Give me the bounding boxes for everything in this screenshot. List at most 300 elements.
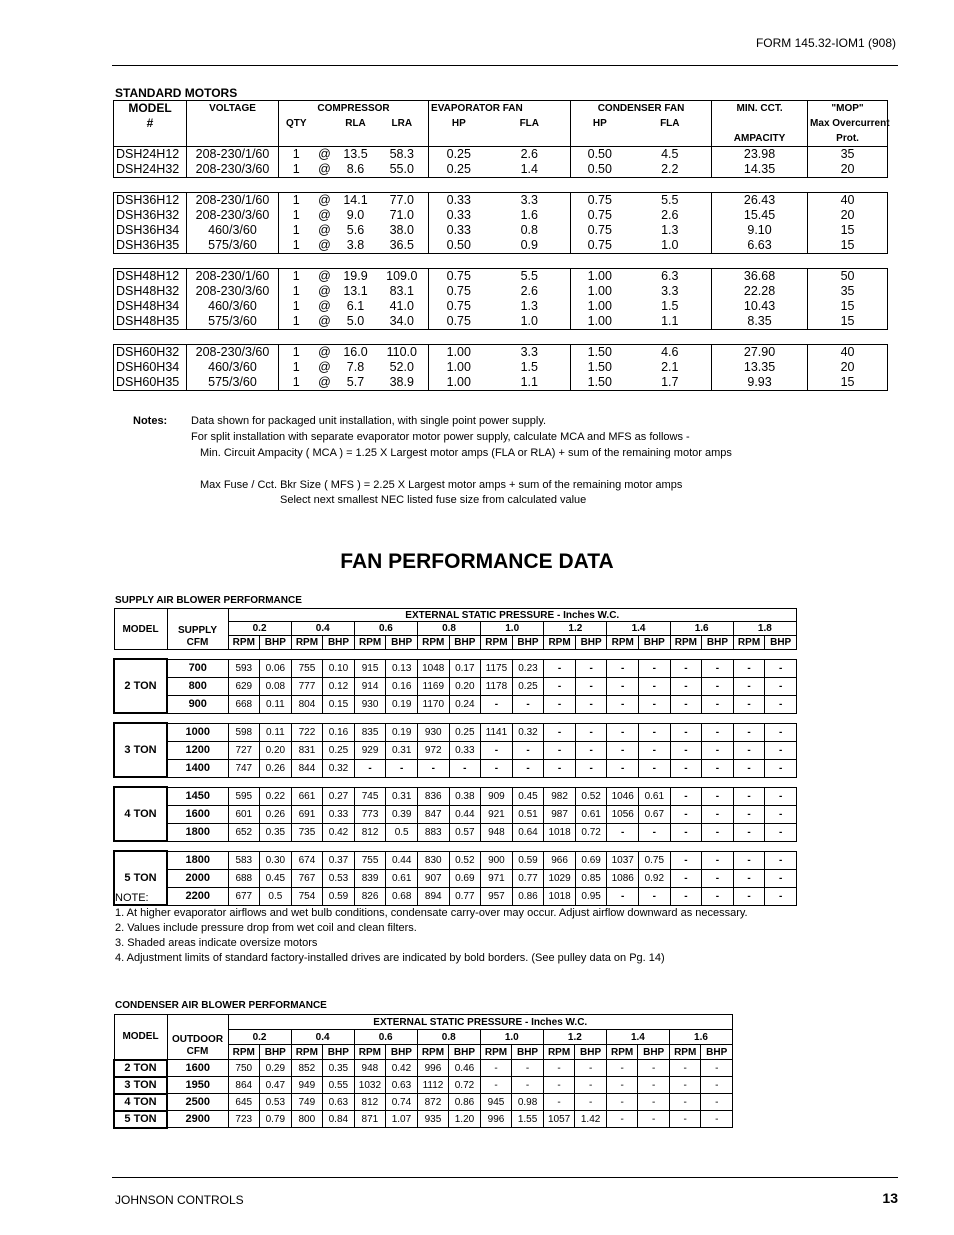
- model-label: 4 TON: [114, 1094, 167, 1111]
- spacer-cell: [114, 650, 797, 660]
- motor-rla: 5.6: [346, 223, 365, 237]
- bhp-value: 0.85: [575, 869, 607, 887]
- pressure-header: 1.4: [607, 622, 670, 636]
- header-blank: [187, 116, 279, 131]
- motor-qty: 1: [279, 284, 314, 299]
- bhp-value: -: [386, 759, 418, 777]
- rpm-value: 674: [291, 851, 323, 869]
- motor-model: DSH36H35: [114, 238, 187, 254]
- motor-lra: 34.0: [376, 314, 429, 330]
- spacer-cell: [336, 178, 376, 193]
- rpm-value: 852: [291, 1060, 323, 1077]
- bhp-value: 0.42: [323, 823, 355, 841]
- motor-row: [114, 284, 888, 299]
- rpm-value: 966: [544, 851, 576, 869]
- header-bhp: BHP: [575, 1045, 607, 1060]
- spacer-cell: [376, 330, 429, 345]
- rpm-value: 1112: [417, 1077, 449, 1094]
- rpm-value: 754: [291, 887, 323, 905]
- rpm-value: 661: [291, 787, 323, 805]
- rpm-value: 1018: [544, 823, 576, 841]
- header-blank: [114, 131, 187, 147]
- rpm-value: 996: [417, 1060, 449, 1077]
- header-bhp: BHP: [449, 1045, 481, 1060]
- rpm-value: 750: [228, 1060, 260, 1077]
- header-rpm: RPM: [544, 636, 576, 650]
- rpm-value: 1046: [607, 787, 639, 805]
- header-external-static-pressure: EXTERNAL STATIC PRESSURE - Inches W.C.: [228, 1015, 733, 1030]
- pressure-header: 1.2: [544, 622, 607, 636]
- supply-row: [114, 869, 797, 887]
- motor-cfla: 1.0: [629, 238, 712, 254]
- bhp-value: -: [639, 741, 671, 759]
- header-bhp: BHP: [323, 1045, 355, 1060]
- rpm-value: 909: [481, 787, 513, 805]
- rpm-value: 749: [291, 1094, 323, 1111]
- motor-amp: 22.28: [712, 284, 808, 299]
- bhp-value: -: [512, 759, 544, 777]
- supply-rpm-bhp-row: [114, 636, 797, 650]
- bhp-value: 0.61: [386, 869, 418, 887]
- motor-model: DSH48H34: [114, 299, 187, 314]
- bhp-value: 0.25: [323, 741, 355, 759]
- motor-lra: 52.0: [389, 360, 414, 374]
- motor-row: [114, 162, 888, 178]
- group-spacer: [114, 178, 888, 193]
- motor-row: [114, 314, 888, 330]
- rpm-value: 1048: [417, 659, 449, 677]
- model-label: 5 TON: [114, 1111, 167, 1128]
- bhp-value: -: [765, 869, 797, 887]
- bhp-value: 0.22: [260, 787, 292, 805]
- bhp-value: 0.27: [323, 787, 355, 805]
- bhp-value: -: [765, 887, 797, 905]
- rpm-value: 929: [354, 741, 386, 759]
- rpm-value: 826: [354, 887, 386, 905]
- header-outdoor: OUTDOOR: [167, 1015, 228, 1045]
- motor-row: [114, 345, 888, 361]
- bhp-value: -: [702, 723, 734, 741]
- condenser-row: [114, 1060, 733, 1077]
- rpm-value: 831: [291, 741, 323, 759]
- motor-efla: 2.6: [520, 284, 538, 298]
- rpm-value: 601: [228, 805, 260, 823]
- header-rpm: RPM: [354, 636, 386, 650]
- bhp-value: -: [639, 823, 671, 841]
- rpm-value: -: [670, 741, 702, 759]
- motor-lra: 36.5: [376, 238, 429, 254]
- header-bhp: BHP: [512, 1045, 544, 1060]
- group-spacer: [114, 650, 797, 660]
- bhp-value: -: [638, 1077, 670, 1094]
- model-label: 4 TON: [114, 787, 167, 841]
- motor-voltage: 208-230/3/60: [187, 208, 279, 223]
- bhp-value: 0.25: [449, 723, 481, 741]
- spacer-cell: [808, 178, 888, 193]
- bhp-value: -: [702, 805, 734, 823]
- rpm-value: 812: [354, 823, 386, 841]
- pressure-header: 1.8: [733, 622, 796, 636]
- motor-chp: 0.75: [571, 193, 629, 209]
- spacer-cell: [629, 178, 712, 193]
- rpm-value: -: [733, 723, 765, 741]
- pressure-header: 1.6: [670, 622, 733, 636]
- rpm-value: 982: [544, 787, 576, 805]
- rpm-value: 804: [291, 695, 323, 713]
- group-spacer: [114, 254, 888, 269]
- motor-qty: 1: [279, 299, 314, 314]
- motor-lra: 38.9: [376, 375, 429, 391]
- rpm-value: -: [607, 887, 639, 905]
- motor-voltage: 208-230/3/60: [187, 284, 279, 299]
- rpm-value: -: [733, 677, 765, 695]
- bhp-value: -: [512, 1060, 544, 1077]
- rpm-value: -: [670, 759, 702, 777]
- standard-motors-title: STANDARD MOTORS: [115, 86, 238, 100]
- header-rpm: RPM: [291, 1045, 323, 1060]
- motors-header-row: [114, 116, 888, 131]
- bhp-value: 0.10: [323, 659, 355, 677]
- bhp-value: 0.11: [260, 723, 292, 741]
- bhp-value: 0.29: [260, 1060, 292, 1077]
- bhp-value: 0.46: [449, 1060, 481, 1077]
- bhp-value: 0.67: [639, 805, 671, 823]
- group-spacer: [114, 330, 888, 345]
- header-cond-fla: FLA: [660, 118, 680, 129]
- bhp-value: -: [575, 677, 607, 695]
- motor-row: [114, 360, 888, 375]
- bhp-value: 0.5: [260, 887, 292, 905]
- rpm-value: 691: [291, 805, 323, 823]
- rpm-value: -: [607, 741, 639, 759]
- bhp-value: -: [575, 741, 607, 759]
- rpm-value: 735: [291, 823, 323, 841]
- header-cfm: CFM: [167, 1045, 228, 1060]
- motor-efla: 0.9: [489, 238, 571, 254]
- spacer-cell: [571, 178, 629, 193]
- header-evaporator-fan: EVAPORATOR FAN: [429, 101, 571, 117]
- motor-lra: 41.0: [389, 299, 414, 313]
- bhp-value: 0.52: [575, 787, 607, 805]
- pressure-header: 1.0: [480, 1030, 543, 1045]
- rpm-value: -: [670, 823, 702, 841]
- rpm-value: 957: [481, 887, 513, 905]
- bhp-value: -: [701, 1094, 733, 1111]
- rpm-value: 914: [354, 677, 386, 695]
- rpm-value: 987: [544, 805, 576, 823]
- motor-row: [114, 238, 888, 254]
- motor-ehp: 0.33: [429, 193, 489, 209]
- form-number: FORM 145.32-IOM1 (908): [755, 36, 896, 50]
- rpm-value: 812: [354, 1094, 386, 1111]
- motor-chp: 1.50: [571, 345, 629, 361]
- motor-chp: 1.00: [571, 299, 629, 314]
- motor-model: DSH60H35: [114, 375, 187, 391]
- bhp-value: 1.55: [512, 1111, 544, 1128]
- header-bhp: BHP: [260, 1045, 292, 1060]
- motor-efla: 1.4: [489, 162, 571, 178]
- rpm-value: -: [544, 695, 576, 713]
- rpm-value: 948: [354, 1060, 386, 1077]
- rpm-value: -: [670, 677, 702, 695]
- spacer-cell: [114, 777, 797, 787]
- bhp-value: 0.55: [323, 1077, 355, 1094]
- bhp-value: -: [765, 677, 797, 695]
- motor-qty: 1: [279, 269, 314, 285]
- fan-performance-title: FAN PERFORMANCE DATA: [340, 550, 614, 573]
- header-bhp: BHP: [386, 1045, 418, 1060]
- rpm-value: 747: [228, 759, 260, 777]
- header-blank: [429, 131, 489, 147]
- pressure-header: 1.6: [669, 1030, 732, 1045]
- rpm-value: -: [606, 1060, 638, 1077]
- rpm-value: 688: [228, 869, 260, 887]
- rpm-value: 593: [228, 659, 260, 677]
- rpm-value: 949: [291, 1077, 323, 1094]
- rpm-value: 900: [481, 851, 513, 869]
- spacer-cell: [376, 254, 429, 269]
- spacer-cell: [571, 330, 629, 345]
- bhp-value: -: [765, 823, 797, 841]
- header-bhp: BHP: [765, 636, 797, 650]
- motor-amp: 6.63: [712, 238, 808, 254]
- bhp-value: -: [638, 1111, 670, 1128]
- notes-line-1: Data shown for packaged unit installation, with single point power supply.: [191, 415, 547, 427]
- motor-cfla: 1.7: [629, 375, 712, 391]
- spacer-cell: [187, 330, 279, 345]
- header-bhp: BHP: [449, 636, 481, 650]
- cfm-value: 1800: [167, 823, 228, 841]
- bhp-value: 0.51: [512, 805, 544, 823]
- header-compressor: COMPRESSOR: [279, 101, 429, 117]
- bhp-value: 0.33: [449, 741, 481, 759]
- bhp-value: -: [575, 759, 607, 777]
- bhp-value: -: [512, 695, 544, 713]
- header-model: MODEL: [114, 609, 167, 650]
- pressure-header: 1.2: [543, 1030, 606, 1045]
- motor-amp: 14.35: [712, 162, 808, 178]
- spacer-cell: [429, 330, 489, 345]
- header-bhp: BHP: [638, 1045, 670, 1060]
- rpm-value: 996: [480, 1111, 512, 1128]
- bhp-value: 0.61: [639, 787, 671, 805]
- motor-voltage: 460/3/60: [187, 299, 279, 314]
- motor-at: @: [318, 299, 331, 313]
- notes-line-5: Select next smallest NEC listed fuse size from calculated value: [280, 494, 587, 506]
- motor-at: @: [314, 314, 336, 330]
- rpm-value: 629: [228, 677, 260, 695]
- motor-ehp: 1.00: [429, 375, 489, 391]
- bhp-value: -: [702, 823, 734, 841]
- rpm-value: -: [607, 695, 639, 713]
- bhp-value: -: [701, 1111, 733, 1128]
- bhp-value: -: [639, 759, 671, 777]
- motor-cfla: 6.3: [629, 269, 712, 285]
- bhp-value: 0.39: [386, 805, 418, 823]
- spacer-cell: [279, 178, 314, 193]
- bhp-value: -: [449, 759, 481, 777]
- motor-voltage: 460/3/60: [187, 223, 279, 238]
- motor-ehp: 0.25: [429, 162, 489, 178]
- header-blank: [712, 116, 808, 131]
- header-blank: [314, 116, 336, 131]
- supply-row: [114, 677, 797, 695]
- motor-chp: 0.75: [571, 238, 629, 254]
- motor-cfla: 1.1: [629, 314, 712, 330]
- motor-at: @: [318, 284, 331, 298]
- spacer-cell: [279, 330, 314, 345]
- motor-rla: 14.1: [336, 193, 376, 209]
- pressure-header: 0.8: [417, 1030, 480, 1045]
- bhp-value: -: [575, 659, 607, 677]
- motor-model: DSH24H12: [114, 147, 187, 163]
- bhp-value: 0.52: [449, 851, 481, 869]
- motor-ehp: 0.33: [429, 223, 489, 238]
- motor-rla: 16.0: [336, 345, 376, 361]
- pressure-header: 0.4: [291, 622, 354, 636]
- motor-cfla: 2.6: [661, 208, 679, 222]
- bhp-value: 0.75: [639, 851, 671, 869]
- rpm-value: 835: [354, 723, 386, 741]
- bhp-value: -: [702, 677, 734, 695]
- rpm-value: 1018: [544, 887, 576, 905]
- rpm-value: 1029: [544, 869, 576, 887]
- bhp-value: 0.32: [323, 759, 355, 777]
- bhp-value: 0.26: [260, 805, 292, 823]
- pressure-header: 0.2: [228, 1030, 291, 1045]
- motor-mop: 35: [808, 284, 888, 299]
- bhp-value: -: [702, 787, 734, 805]
- bhp-value: -: [512, 1077, 544, 1094]
- bhp-value: 0.69: [575, 851, 607, 869]
- motor-model: DSH60H32: [114, 345, 187, 361]
- motor-chp: 1.00: [571, 284, 629, 299]
- rpm-value: -: [543, 1077, 575, 1094]
- spacer-cell: [489, 178, 571, 193]
- header-rpm: RPM: [228, 1045, 260, 1060]
- spacer-cell: [187, 178, 279, 193]
- motor-efla: 1.3: [520, 299, 538, 313]
- bhp-value: 0.32: [512, 723, 544, 741]
- rpm-value: 677: [228, 887, 260, 905]
- footer-rule: [112, 1177, 898, 1178]
- model-label: 5 TON: [114, 851, 167, 905]
- header-rpm: RPM: [417, 636, 449, 650]
- rpm-value: 864: [228, 1077, 260, 1094]
- model-label: 2 TON: [114, 659, 167, 713]
- rpm-value: -: [544, 723, 576, 741]
- notes-line-4: Max Fuse / Cct. Bkr Size ( MFS ) = 2.25 X Largest motor amps + sum of the remaining motor amps: [200, 479, 683, 491]
- bhp-value: -: [575, 1077, 607, 1094]
- motor-at: @: [314, 345, 336, 361]
- rpm-value: -: [481, 741, 513, 759]
- rpm-value: 727: [228, 741, 260, 759]
- motor-at: @: [314, 147, 336, 163]
- rpm-value: -: [543, 1060, 575, 1077]
- motor-row: [114, 375, 888, 391]
- bhp-value: -: [639, 659, 671, 677]
- rpm-value: -: [733, 887, 765, 905]
- motor-qty: 1: [279, 375, 314, 391]
- rpm-value: -: [417, 759, 449, 777]
- rpm-value: 839: [354, 869, 386, 887]
- motor-rla: 9.0: [346, 208, 365, 222]
- motor-at: @: [318, 360, 331, 374]
- motor-qty: 1: [279, 360, 314, 375]
- rpm-value: 652: [228, 823, 260, 841]
- motor-rla: 8.6: [336, 162, 376, 178]
- spacer-cell: [279, 254, 314, 269]
- model-label: 2 TON: [114, 1060, 167, 1077]
- bhp-value: 1.42: [575, 1111, 607, 1128]
- motor-amp: 26.43: [712, 193, 808, 209]
- rpm-value: -: [733, 869, 765, 887]
- fan-note-4: 4. Adjustment limits of standard factory-installed drives are indicated by bold borders. (See pulley data on Pg. 14): [115, 952, 665, 964]
- rpm-value: 800: [291, 1111, 323, 1128]
- rpm-value: 915: [354, 659, 386, 677]
- bhp-value: 0.57: [449, 823, 481, 841]
- rpm-value: 1175: [481, 659, 513, 677]
- motor-mop: 50: [808, 269, 888, 285]
- motor-qty: 1: [279, 208, 314, 223]
- spacer-cell: [489, 254, 571, 269]
- header-bhp: BHP: [323, 636, 355, 650]
- motor-cfla: 3.3: [661, 284, 679, 298]
- motor-chp: 1.00: [571, 314, 629, 330]
- rpm-value: 907: [417, 869, 449, 887]
- bhp-value: 0.19: [386, 695, 418, 713]
- bhp-value: -: [765, 805, 797, 823]
- bhp-value: 0.79: [260, 1111, 292, 1128]
- header-bhp: BHP: [575, 636, 607, 650]
- rpm-value: -: [543, 1094, 575, 1111]
- motor-qty: 1: [279, 147, 314, 163]
- motor-amp: 8.35: [712, 314, 808, 330]
- condenser-row: [114, 1077, 733, 1094]
- motor-amp: 27.90: [712, 345, 808, 361]
- motor-voltage: 208-230/3/60: [187, 345, 279, 361]
- bhp-value: 0.30: [260, 851, 292, 869]
- motor-ehp: 1.00: [429, 360, 489, 375]
- header-model: MODEL: [114, 101, 187, 117]
- rpm-value: 595: [228, 787, 260, 805]
- pressure-header: 0.6: [354, 1030, 417, 1045]
- rpm-value: -: [607, 759, 639, 777]
- motor-mop: 35: [808, 147, 888, 163]
- bhp-value: 0.95: [575, 887, 607, 905]
- header-mop-3: Prot.: [808, 131, 888, 147]
- condenser-rpm-bhp-row: [114, 1045, 733, 1060]
- motor-efla: 1.0: [489, 314, 571, 330]
- supply-row: [114, 695, 797, 713]
- rpm-value: -: [354, 759, 386, 777]
- motor-mop: 15: [808, 314, 888, 330]
- bhp-value: 0.23: [512, 659, 544, 677]
- bhp-value: -: [639, 723, 671, 741]
- motor-rla: 13.5: [336, 147, 376, 163]
- motor-row: [114, 299, 888, 314]
- motor-voltage: 575/3/60: [187, 375, 279, 391]
- header-rpm: RPM: [291, 636, 323, 650]
- motor-chp: 1.00: [571, 269, 629, 285]
- header-rpm: RPM: [733, 636, 765, 650]
- motor-row: [114, 147, 888, 163]
- rpm-value: -: [669, 1111, 701, 1128]
- rpm-value: -: [607, 659, 639, 677]
- bhp-value: -: [575, 1094, 607, 1111]
- fan-note-3: 3. Shaded areas indicate oversize motors: [115, 937, 318, 949]
- header-blank: [314, 131, 336, 147]
